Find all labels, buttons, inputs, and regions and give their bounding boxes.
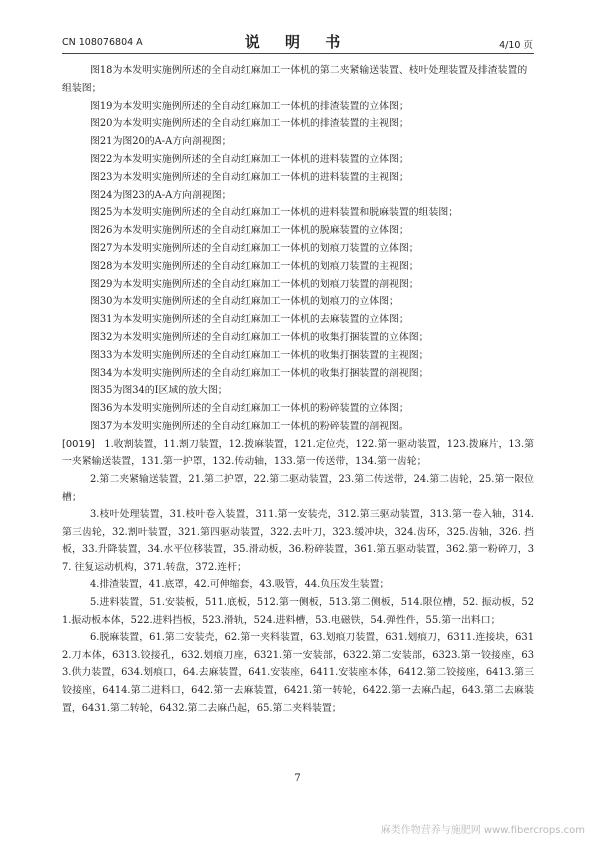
legend-text: 1.收割装置，11.割刀装置，12.拨麻装置，121.定位壳，122.第一驱动装置，123.拨麻片，13.第一夹紧输送装置，131.第一护罩，132.传动轴，133.第一传送带，134.第一齿轮； — [62, 438, 535, 468]
figure-description-22: 图22为本发明实施例所述的全自动红麻加工一体机的进料装置的立体图； — [90, 153, 409, 165]
figure-description-26: 图26为本发明实施例所述的全自动红麻加工一体机的脱麻装置的立体图； — [90, 225, 409, 237]
legend-paragraph-4: 4.排渣装置，41.底罩，42.可伸缩套，43.吸管，44.负压发生装置； — [90, 579, 390, 591]
figure-description-32: 图32为本发明实施例所述的全自动红麻加工一体机的收集打捆装置的立体图； — [90, 331, 429, 343]
legend-paragraph-5: 5.进料装置，51.安装板，511.底板，512.第一侧板，513.第二侧板，514.限位槽，52. 振动板，521.振动板本体，522.进料挡板，523.滑轨，524.进料槽，53.电磁铁，54.弹性件，55.第一出料口； — [62, 597, 534, 626]
figure-description-19: 图19为本发明实施例所述的全自动红麻加工一体机的排渣装置的立体图； — [90, 100, 409, 112]
figure-description-20: 图20为本发明实施例所述的全自动红麻加工一体机的排渣装置的主视图； — [90, 118, 409, 130]
watermark: 麻类作物营养与施肥网 www.fibercrops.com — [380, 825, 585, 836]
document-body — [62, 62, 534, 717]
figure-description-33: 图33为本发明实施例所述的全自动红麻加工一体机的收集打捆装置的主视图； — [90, 349, 429, 361]
legend-paragraph-6: 6.脱麻装置，61.第二安装壳，62.第一夹料装置，63.划痕刀装置，631.划痕刀，6311.连接块，6312.刀本体，6313.铰接孔，632.划痕刀座，6321.第一安装部，6322.第二安装部，6323.第一铰接座，633.供力装置，634.划痕口，64.去麻装置，641.安装座，6411.安装座本体，6412.第二铰接座，6413.第三铰接座，6414.第二进料口，642.第一去麻装置，6421.第一转轮，6422.第一去麻凸起，643.第二去麻装置，6431.第二转轮，6432.第二去麻凸起，65.第二夹料装置； — [62, 632, 534, 714]
figure-description-21: 图21为图20的A-A方向剖视图； — [90, 136, 232, 148]
figure-description-23: 图23为本发明实施例所述的全自动红麻加工一体机的进料装置的主视图； — [90, 171, 409, 183]
figure-description-30: 图30为本发明实施例所述的全自动红麻加工一体机的划痕刀的立体图； — [90, 296, 399, 308]
figure-description-24: 图24为图23的A-A方向剖视图； — [90, 189, 232, 201]
figure-description-25: 图25为本发明实施例所述的全自动红麻加工一体机的进料装置和脱麻装置的组装图； — [90, 207, 459, 219]
page-counter: 4/10 页 — [499, 40, 533, 51]
figure-description-28: 图28为本发明实施例所述的全自动红麻加工一体机的划痕刀装置的主视图； — [90, 260, 419, 272]
figure-description-34: 图34为本发明实施例所述的全自动红麻加工一体机的收集打捆装置的剖视图； — [90, 367, 429, 379]
figure-description-37: 图37为本发明实施例所述的全自动红麻加工一体机的粉碎装置的剖视图。 — [90, 420, 409, 432]
document-number: CN 108076804 A — [62, 37, 143, 48]
legend-paragraph-2: 2.第二夹紧输送装置，21.第二护罩，22.第二驱动装置，23.第二传送带，24.第二齿轮，25.第一限位槽； — [62, 473, 534, 503]
figure-description-31: 图31为本发明实施例所述的全自动红麻加工一体机的去麻装置的立体图； — [90, 314, 409, 326]
page-title: 说 明 书 — [244, 33, 351, 51]
figure-description-27: 图27为本发明实施例所述的全自动红麻加工一体机的划痕刀装置的立体图； — [90, 242, 419, 254]
legend-paragraph-1 — [62, 436, 534, 471]
header-divider — [62, 53, 534, 54]
figure-description-35: 图35为图34的I区域的放大图； — [90, 385, 228, 397]
figure-description-29: 图29为本发明实施例所述的全自动红麻加工一体机的划痕刀装置的剖视图； — [90, 278, 419, 290]
figure-description-18: 图18为本发明实施例所述的全自动红麻加工一体机的第二夹紧输送装置、枝叶处理装置及排渣装置的组装图； — [62, 65, 528, 94]
paragraph-number: [0019] — [62, 438, 95, 450]
figure-description-36: 图36为本发明实施例所述的全自动红麻加工一体机的粉碎装置的立体图； — [90, 403, 409, 415]
page-number: 7 — [294, 773, 301, 784]
legend-paragraph-3: 3.枝叶处理装置，31.枝叶卷入装置，311.第一安装壳，312.第三驱动装置，313.第一卷入轴，314.第三齿轮，32.割叶装置，321.第四驱动装置，322.去叶刀，323.缓冲块，324.齿环，325.齿轴，326. 挡板，33.升降装置，34.水平位移装置，35.滑动板，36.粉碎装置，361.第五驱动装置，362.第一粉碎刀，37. 往复运动机构，371.转盘，372.连杆； — [62, 509, 534, 573]
